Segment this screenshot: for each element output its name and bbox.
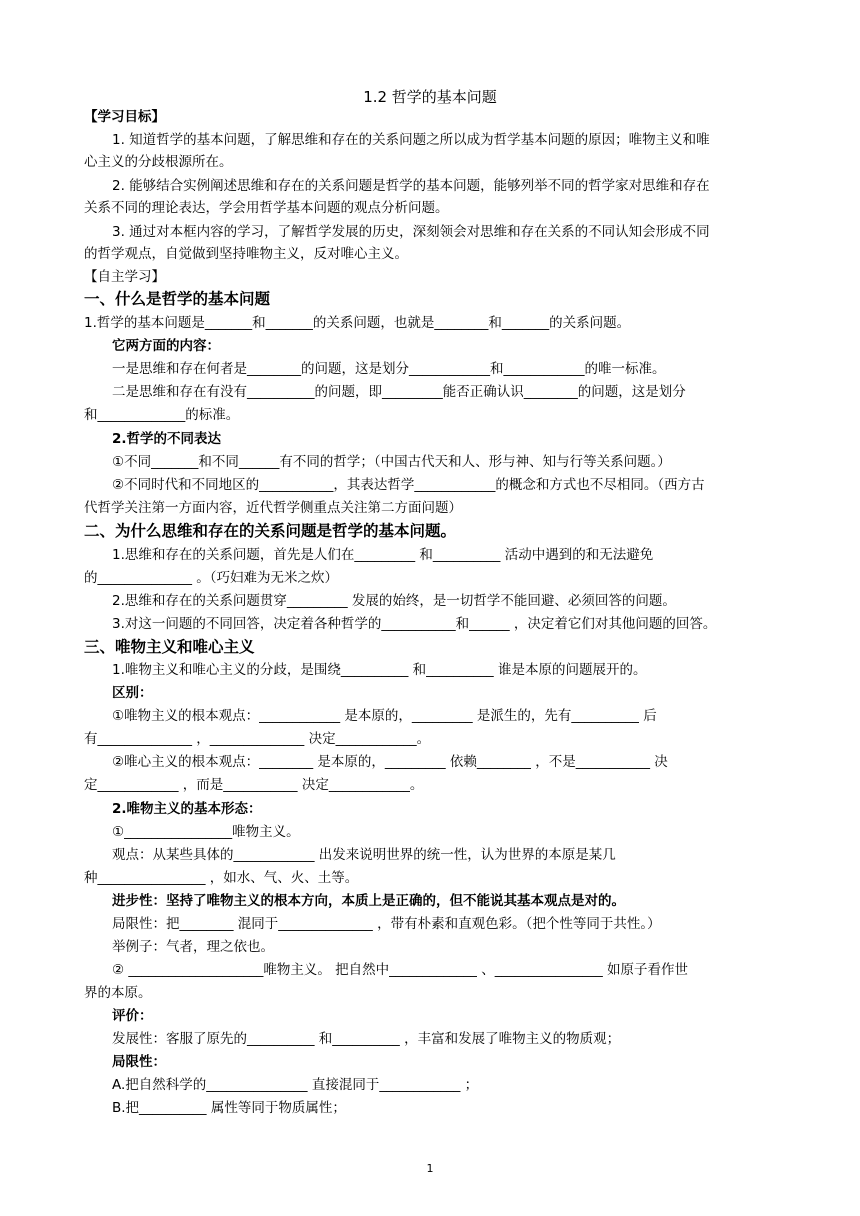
text-line: 一是思维和存在何者是________的问题，这是划分____________和____________的唯一标准。 [112,361,666,377]
text-line: 【自主学习】 [84,269,165,285]
text-line: ①不同_______和不同______有不同的哲学；（中国古代天和人、形与神、知与行等关系问题。） [112,454,671,470]
text-line: 1.思维和存在的关系问题，首先是人们在_________ 和__________ 活动中遇到的和无法避免 [112,547,654,563]
text-line: ② ____________________唯物主义。 把自然中_____________ 、________________ 如原子看作世 [112,962,689,978]
text-line: 评价： [112,1008,153,1024]
page-number: 1 [426,1162,434,1175]
text-line: 举例子：气者，理之依也。 [112,939,274,955]
text-line: 和_____________的标准。 [84,407,240,423]
text-line: 1.哲学的基本问题是_______和_______的关系问题，也就是________和_______的关系问题。 [84,315,631,331]
text-line: 二是思维和存在有没有__________的问题，即_________能否正确认识________的问题，这是划分 [112,384,686,400]
text-line: 2.哲学的不同表达 [112,431,222,447]
text-line: 进步性：坚持了唯物主义的根本方向，本质上是正确的，但不能说其基本观点是对的。 [112,893,625,909]
text-line: 2.唯物主义的基本形态： [112,801,262,817]
text-line: B.把__________ 属性等同于物质属性； [112,1100,346,1116]
text-line: ②唯心主义的根本观点：________ 是本原的，_________ 依赖________ ，不是___________ 决 [112,754,668,770]
text-line: 1. 知道哲学的基本问题，了解思维和存在的关系问题之所以成为哲学基本问题的原因；唯物主义和唯 [112,132,710,148]
text-line: 区别： [112,685,153,701]
text-line: 发展性：客服了原先的__________ 和__________ ，丰富和发展了唯物主义的物质观； [112,1031,621,1047]
text-line: ②不同时代和不同地区的___________，其表达哲学____________的概念和方式也不尽相同。（西方古 [112,477,705,493]
text-line: 局限性： [112,1054,166,1070]
text-line: 2. 能够结合实例阐述思维和存在的关系问题是哲学的基本问题，能够列举不同的哲学家对思维和存在 [112,178,710,194]
text-line: 关系不同的理论表达，学会用哲学基本问题的观点分析问题。 [84,200,449,216]
text-line: 代哲学关注第一方面内容，近代哲学侧重点关注第二方面问题） [84,500,462,516]
text-line: 观点：从某些具体的____________ 出发来说明世界的统一性，认为世界的本原是某几 [112,847,616,863]
text-line: 有______________ ，______________ 决定____________。 [84,731,431,747]
text-line: 种________________ ，如水、气、火、土等。 [84,870,359,886]
text-line: 定____________ ，而是___________ 决定____________。 [84,777,424,793]
text-line: ①________________唯物主义。 [112,824,300,840]
text-line: ①唯物主义的根本观点：____________ 是本原的，_________ 是派生的，先有__________ 后 [112,708,657,724]
text-line: 局限性：把________ 混同于______________ ，带有朴素和直观色彩。（把个性等同于共性。） [112,916,661,932]
text-line: 2.思维和存在的关系问题贯穿_________ 发展的始终，是一切哲学不能回避、必须回答的问题。 [112,593,676,609]
text-line: 二、为什么思维和存在的关系问题是哲学的基本问题。 [84,522,457,540]
text-line: 的______________ 。（巧妇难为无米之炊） [84,570,339,586]
text-line: 三、唯物主义和唯心主义 [84,638,255,656]
text-line: 1.唯物主义和唯心主义的分歧，是围绕__________ 和__________ 谁是本原的问题展开的。 [112,662,647,678]
text-line: 【学习目标】 [84,109,165,125]
text-line: A.把自然科学的_______________ 直接混同于____________ ； [112,1077,479,1093]
text-line: 一、什么是哲学的基本问题 [84,290,271,308]
text-line: 它两方面的内容： [112,338,220,354]
text-line: 3.对这一问题的不同回答，决定着各种哲学的___________和______ ，决定着它们对其他问题的回答。 [112,616,717,632]
page-title: 1.2 哲学的基本问题 [363,88,497,106]
text-line: 3. 通过对本框内容的学习，了解哲学发展的历史，深刻领会对思维和存在关系的不同认知会形成不同 [112,224,710,240]
text-line: 界的本原。 [84,985,152,1001]
text-line: 的哲学观点，自觉做到坚持唯物主义，反对唯心主义。 [84,246,408,262]
text-line: 心主义的分歧根源所在。 [84,154,233,170]
